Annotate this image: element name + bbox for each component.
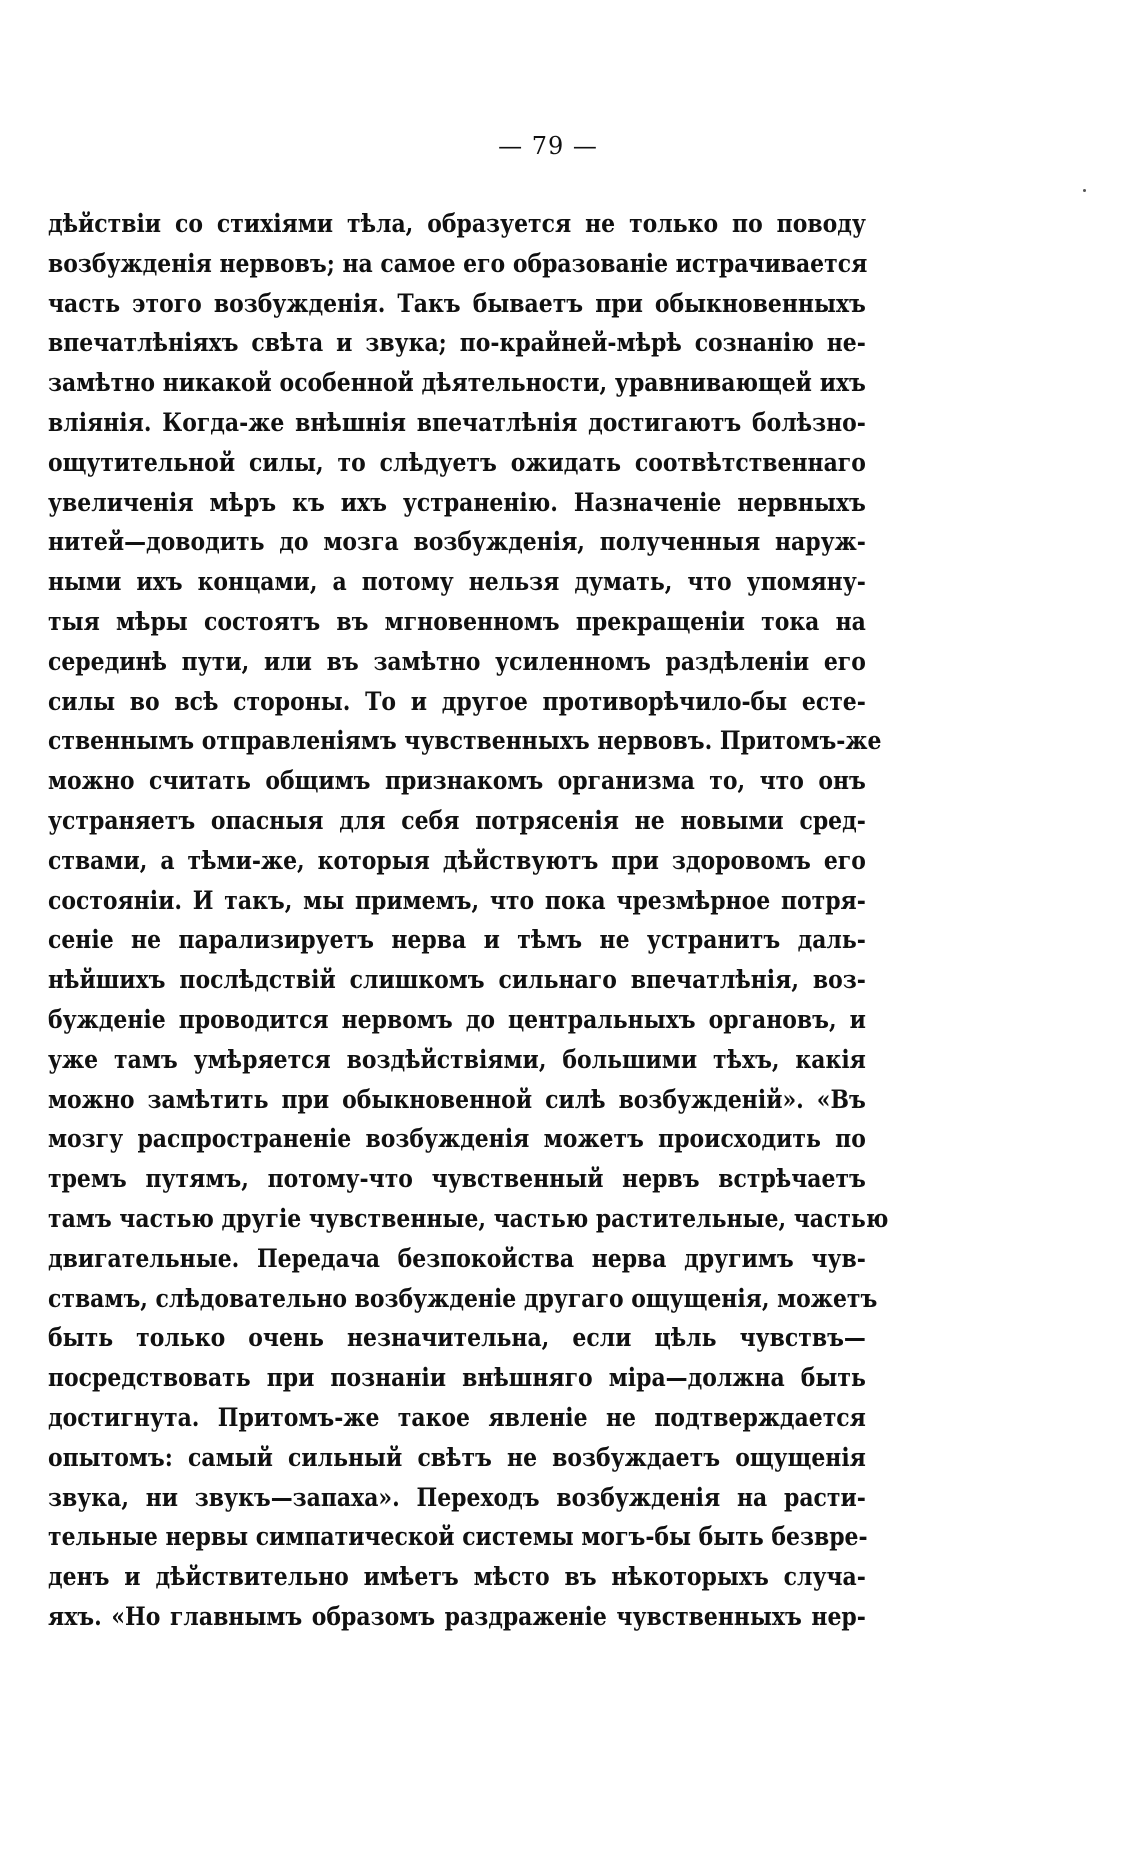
text-line: вліянія. Когда-же внѣшнія впечатлѣнія достигаютъ болѣзно- xyxy=(48,407,866,438)
text-line: мозгу распространеніе возбужденія можетъ происходить по xyxy=(48,1124,866,1155)
text-line: часть этого возбужденія. Такъ бываетъ при обыкновенныхъ xyxy=(48,288,866,319)
text-line: тельные нервы симпатической системы могъ-бы быть безвре- xyxy=(48,1522,868,1553)
text-line: дѣйствіи со стихіями тѣла, образуется не только по поводу xyxy=(48,209,866,239)
text-line: ственнымъ отправленіямъ чувственныхъ нервовъ. Притомъ-же xyxy=(48,726,882,757)
text-line: опытомъ: самый сильный свѣтъ не возбуждаетъ ощущенія xyxy=(48,1442,866,1473)
body-text xyxy=(48,205,889,1638)
text-line: бужденіе проводится нервомъ до центральныхъ органовъ, и xyxy=(48,1004,866,1035)
scan-speck xyxy=(1083,189,1086,192)
text-line: ствами, а тѣми-же, которыя дѣйствуютъ при здоровомъ его xyxy=(48,845,866,876)
text-line: звука, ни звукъ—запаха». Переходъ возбужденія на расти- xyxy=(48,1482,866,1513)
text-line: яхъ. «Но главнымъ образомъ раздраженіе чувственныхъ нер- xyxy=(48,1601,866,1632)
text-line: тыя мѣры состоятъ въ мгновенномъ прекращеніи тока на xyxy=(48,606,866,637)
text-line: силы во всѣ стороны. То и другое противорѣчило-бы есте- xyxy=(48,686,866,717)
text-line: посредствовать при познаніи внѣшняго міра—должна быть xyxy=(48,1363,866,1394)
text-line: можно замѣтить при обыкновенной силѣ возбужденій». «Въ xyxy=(48,1084,866,1115)
text-line: уже тамъ умѣряется воздѣйствіями, большими тѣхъ, какія xyxy=(48,1044,866,1075)
text-line: замѣтно никакой особенной дѣятельности, уравнивающей ихъ xyxy=(48,368,866,399)
text-line: тамъ частью другіе чувственные, частью растительные, частью xyxy=(48,1203,889,1234)
text-line: быть только очень незначительна, если цѣль чувствъ— xyxy=(48,1323,866,1354)
text-line: достигнута. Притомъ-же такое явленіе не подтверждается xyxy=(48,1402,866,1433)
text-line: возбужденія нервовъ; на самое его образованіе истрачивается xyxy=(48,248,868,279)
text-line: серединѣ пути, или въ замѣтно усиленномъ раздѣленіи его xyxy=(48,646,866,677)
text-line: впечатлѣніяхъ свѣта и звука; по-крайней-мѣрѣ сознанію не- xyxy=(48,328,866,359)
text-line: тремъ путямъ, потому-что чувственный нервъ встрѣчаетъ xyxy=(48,1164,866,1195)
text-line: устраняетъ опасныя для себя потрясенія не новыми сред- xyxy=(48,805,866,836)
text-line: сеніе не парализируетъ нерва и тѣмъ не устранитъ даль- xyxy=(48,925,866,956)
page-number: — 79 — xyxy=(498,132,598,160)
text-line: ствамъ, слѣдовательно возбужденіе другаго ощущенія, можетъ xyxy=(48,1283,878,1314)
text-line: денъ и дѣйствительно имѣетъ мѣсто въ нѣкоторыхъ случа- xyxy=(48,1562,866,1593)
text-line: нѣйшихъ послѣдствій слишкомъ сильнаго впечатлѣнія, воз- xyxy=(48,965,866,996)
text-line: ощутительной силы, то слѣдуетъ ожидать соотвѣтственнаго xyxy=(48,447,866,478)
text-line: ными ихъ концами, а потому нельзя думать, что упомяну- xyxy=(48,567,866,598)
text-line: нитей—доводить до мозга возбужденія, полученныя наруж- xyxy=(48,527,866,558)
text-line: увеличенія мѣръ къ ихъ устраненію. Назначеніе нервныхъ xyxy=(48,487,866,518)
text-line: двигательные. Передача безпокойства нерва другимъ чув- xyxy=(48,1243,866,1274)
text-line: состояніи. И такъ, мы примемъ, что пока чрезмѣрное потря- xyxy=(48,885,866,916)
text-line: можно считать общимъ признакомъ организма то, что онъ xyxy=(48,766,866,797)
